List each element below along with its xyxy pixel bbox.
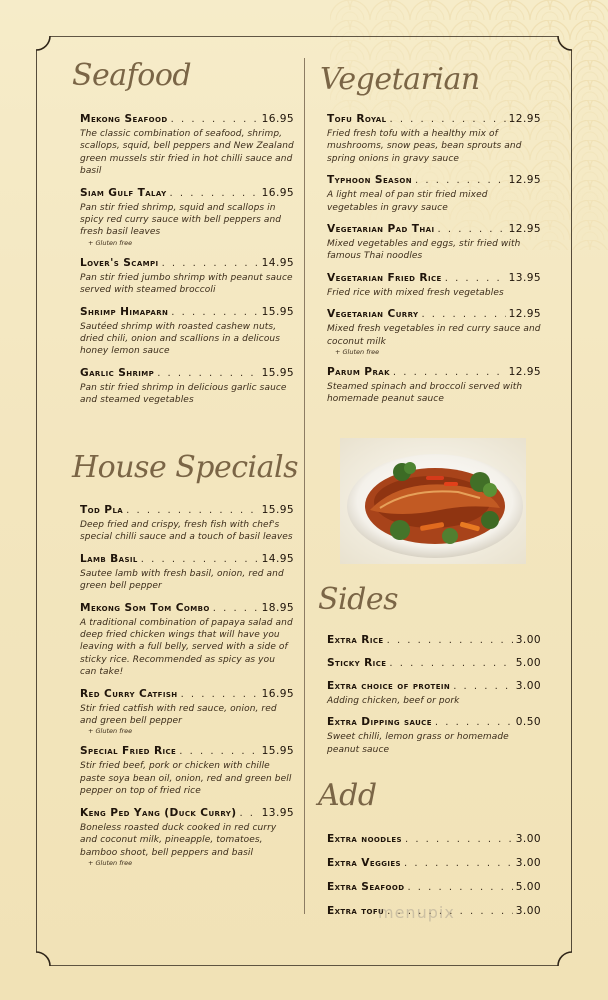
menu-item-description: Deep fried and crispy, fresh fish with chef's special chilli sauce and a touch of basil leaves [80,520,293,543]
gluten-free-note: + Gluten free [88,858,133,867]
menu-item-description: Adding chicken, beef or pork [327,696,460,706]
dot-leader [171,113,259,127]
menu-item-header [327,715,541,730]
menu-item-name: Vegetarian Fried Rice [327,271,442,284]
vegetarian-heading: Vegetarian [320,62,480,97]
menu-item [80,256,294,297]
menu-item-price: 3.00 [515,680,541,692]
menu-item-header [327,365,541,380]
menu-item-name: Typhoon Season [327,174,413,187]
menu-item-price: 3.00 [515,857,541,869]
menu-item-description: Sautéed shrimp with roasted cashew nuts, dried chili, onion and scallions in a delicous honey lemon sauce [80,321,281,357]
menu-item-description: Sweet chilli, lemon grass or homemade peanut sauce [327,732,509,755]
dot-leader [157,367,258,381]
dot-leader [181,688,259,702]
menu-item-description: Fried rice with mixed fresh vegetables [327,287,504,298]
menu-item-name: Extra tofu [327,905,385,917]
dot-leader [438,223,506,237]
menu-item-price: 16.95 [261,186,294,199]
menu-item-header [80,687,294,702]
menu-item-price: 16.95 [261,113,294,125]
menu-item [80,552,294,593]
dot-leader [389,657,512,671]
watermark: menupix [378,903,455,922]
menu-item-name: Parum Prak [327,366,390,379]
dot-leader [453,680,513,694]
menu-item-name: Shrimp Himaparn [80,305,169,318]
menu-item-price: 5.00 [515,657,541,669]
dot-leader [162,257,259,271]
menu-item [80,186,294,248]
menu-item-header [80,503,294,518]
menu-item [80,366,294,407]
menu-item-price: 3.00 [515,833,541,845]
menu-item-name: Siam Gulf Talay [80,186,167,199]
seafood-list [80,112,294,415]
menu-item-header [327,856,541,871]
dot-leader [171,306,258,320]
menu-item-header [327,679,541,694]
menu-item [327,271,541,299]
menu-item-name: Vegetarian Pad Thai [327,223,435,236]
menu-item-price: 16.95 [261,687,294,700]
menu-item [327,832,541,847]
menu-item-description: Pan stir fried shrimp in delicious garlic sauce and steamed vegetables [80,382,287,406]
menu-item-price: 15.95 [261,305,294,318]
menu-item-price: 18.95 [261,601,294,614]
menu-item-header [327,656,541,671]
menu-item-name: Tofu Royal [327,113,387,125]
menu-item-header [327,880,541,895]
menu-item-description: A light meal of pan stir fried mixed vegetables in gravy sauce [327,190,488,213]
sides-list [327,633,541,764]
menu-item-header [327,222,541,237]
menu-item-description: Sautee lamb with fresh basil, onion, red and green bell pepper [80,568,284,592]
menu-item-name: Extra choice of protein [327,680,451,692]
menu-item [327,222,541,263]
menu-item-header [327,112,541,127]
menu-item [327,365,541,406]
menu-item-price: 13.95 [508,271,541,284]
menu-item-header [327,271,541,286]
menu-item-price: 3.00 [515,634,541,646]
curry-fish-dish-image [340,438,526,564]
menu-item-price: 15.95 [261,745,294,758]
dot-leader [407,881,512,895]
menu-item [80,601,294,679]
menu-item [327,679,541,707]
menu-item-name: Extra Seafood [327,881,405,893]
menu-item-header [327,307,541,322]
menu-item-header [80,744,294,759]
dot-leader [239,807,258,821]
vegetarian-list [327,112,541,414]
menu-item-description: Boneless roasted duck cooked in red curry and coconut milk, pineapple, tomatoes, bamboo shoot, bell peppers and basil [80,822,277,858]
menu-item [327,880,541,895]
menu-item-name: Mekong Som Tom Combo [80,601,210,614]
gluten-free-note: + Gluten free [335,348,380,357]
dot-leader [393,366,506,380]
menu-item-name: Extra Dipping sauce [327,716,432,729]
menu-item-header [80,305,294,320]
dot-leader [141,553,259,567]
menu-item-name: Mekong Seafood [80,113,168,125]
menu-item-header [80,256,294,271]
menu-item-name: Lamb Basil [80,552,138,565]
menu-item-header [80,112,294,127]
menu-item [80,305,294,358]
dot-leader [445,272,506,286]
menu-item-header [80,806,294,821]
menu-item-name: Extra noodles [327,833,402,845]
house-specials-heading: House Specials [72,450,299,485]
menu-item-name: Lover's Scampi [80,256,159,269]
menu-item [80,806,294,868]
menu-item-description: Steamed spinach and broccoli served with homemade peanut sauce [327,382,523,405]
menu-item-description: Pan stir fried shrimp, squid and scallops in spicy red curry sauce with bell peppers and fresh basil leaves [80,202,282,238]
menu-item-description: A traditional combination of papaya salad and deep fried chicken wings that will have you leaving with a full belly, served with a side of sticky rice. Recommended as spicy as you can take! [80,617,293,678]
menu-item-description: Stir fried beef, pork or chicken with chille paste soya bean oil, onion, red and green bell pepper on top of fried rice [80,761,292,797]
menu-item-price: 5.00 [515,881,541,893]
menu-item-name: Tod Pla [80,504,124,516]
dot-leader [415,174,506,188]
menu-item-name: Extra Rice [327,634,384,646]
add-heading: Add [318,778,377,813]
menu-item-description: The classic combination of seafood, shrimp, scallops, squid, bell peppers and New Zealand green mussels stir fried in hot chilli sauce and basil [80,129,294,177]
dot-leader [405,833,513,847]
menu-item-price: 12.95 [508,308,541,321]
house-specials-list [80,503,294,876]
menu-item-price: 12.95 [508,366,541,379]
menu-item-price: 13.95 [261,806,294,819]
menu-item-price: 12.95 [508,223,541,236]
dot-leader [404,857,513,871]
column-divider [304,58,305,914]
menu-item [327,307,541,357]
menu-item [80,503,294,544]
dot-leader [421,308,505,322]
menu-item [327,656,541,671]
menu-item-description: Fried fresh tofu with a healthy mix of mushrooms, snow peas, bean sprouts and spring onions in gravy sauce [327,129,522,164]
menu-item [327,112,541,165]
menu-item-name: Red Curry Catfish [80,687,178,700]
menu-item [327,173,541,214]
menu-item-header [327,832,541,847]
menu-item-description: Mixed fresh vegetables in red curry sauce and coconut milk [327,324,541,347]
dot-leader [126,504,259,518]
menu-item [327,856,541,871]
menu-item-price: 15.95 [261,366,294,379]
menu-item-price: 14.95 [261,552,294,565]
menu-item-price: 12.95 [508,174,541,187]
seafood-heading: Seafood [72,58,192,93]
menu-item-header [327,633,541,648]
gluten-free-note: + Gluten free [88,727,133,736]
menu-item-description: Pan stir fried jumbo shrimp with peanut sauce served with steamed broccoli [80,272,293,296]
menu-item [80,687,294,737]
menu-item-price: 12.95 [508,113,541,125]
menu-item-name: Garlic Shrimp [80,366,155,379]
menu-item-price: 0.50 [515,716,541,729]
menu-item-header [80,186,294,201]
menu-item-name: Extra Veggies [327,857,402,869]
dot-leader [213,602,259,616]
menu-item-name: Keng Ped Yang (Duck Curry) [80,806,237,819]
menu-item-price: 15.95 [261,504,294,516]
dot-leader [435,716,513,730]
menu-item-header [80,601,294,616]
menu-item-price: 3.00 [515,905,541,917]
dot-leader [170,187,259,201]
dot-leader [389,113,505,127]
menu-item [80,112,294,178]
menu-item-price: 14.95 [261,256,294,269]
menu-item-description: Mixed vegetables and eggs, stir fried with famous Thai noodles [327,239,521,262]
sides-heading: Sides [318,582,398,617]
dot-leader [387,634,513,648]
menu-item [327,633,541,648]
menu-item-header [327,173,541,188]
menu-item [80,744,294,797]
menu-item-description: Stir fried catfish with red sauce, onion, red and green bell pepper [80,703,277,727]
dot-leader [179,745,258,759]
menu-item [327,715,541,756]
menu-item-header [80,366,294,381]
gluten-free-note: + Gluten free [88,238,133,247]
menu-item-header [80,552,294,567]
menu-item-name: Vegetarian Curry [327,308,419,321]
menu-item-name: Special Fried Rice [80,745,177,758]
menu-item-name: Sticky Rice [327,657,387,669]
